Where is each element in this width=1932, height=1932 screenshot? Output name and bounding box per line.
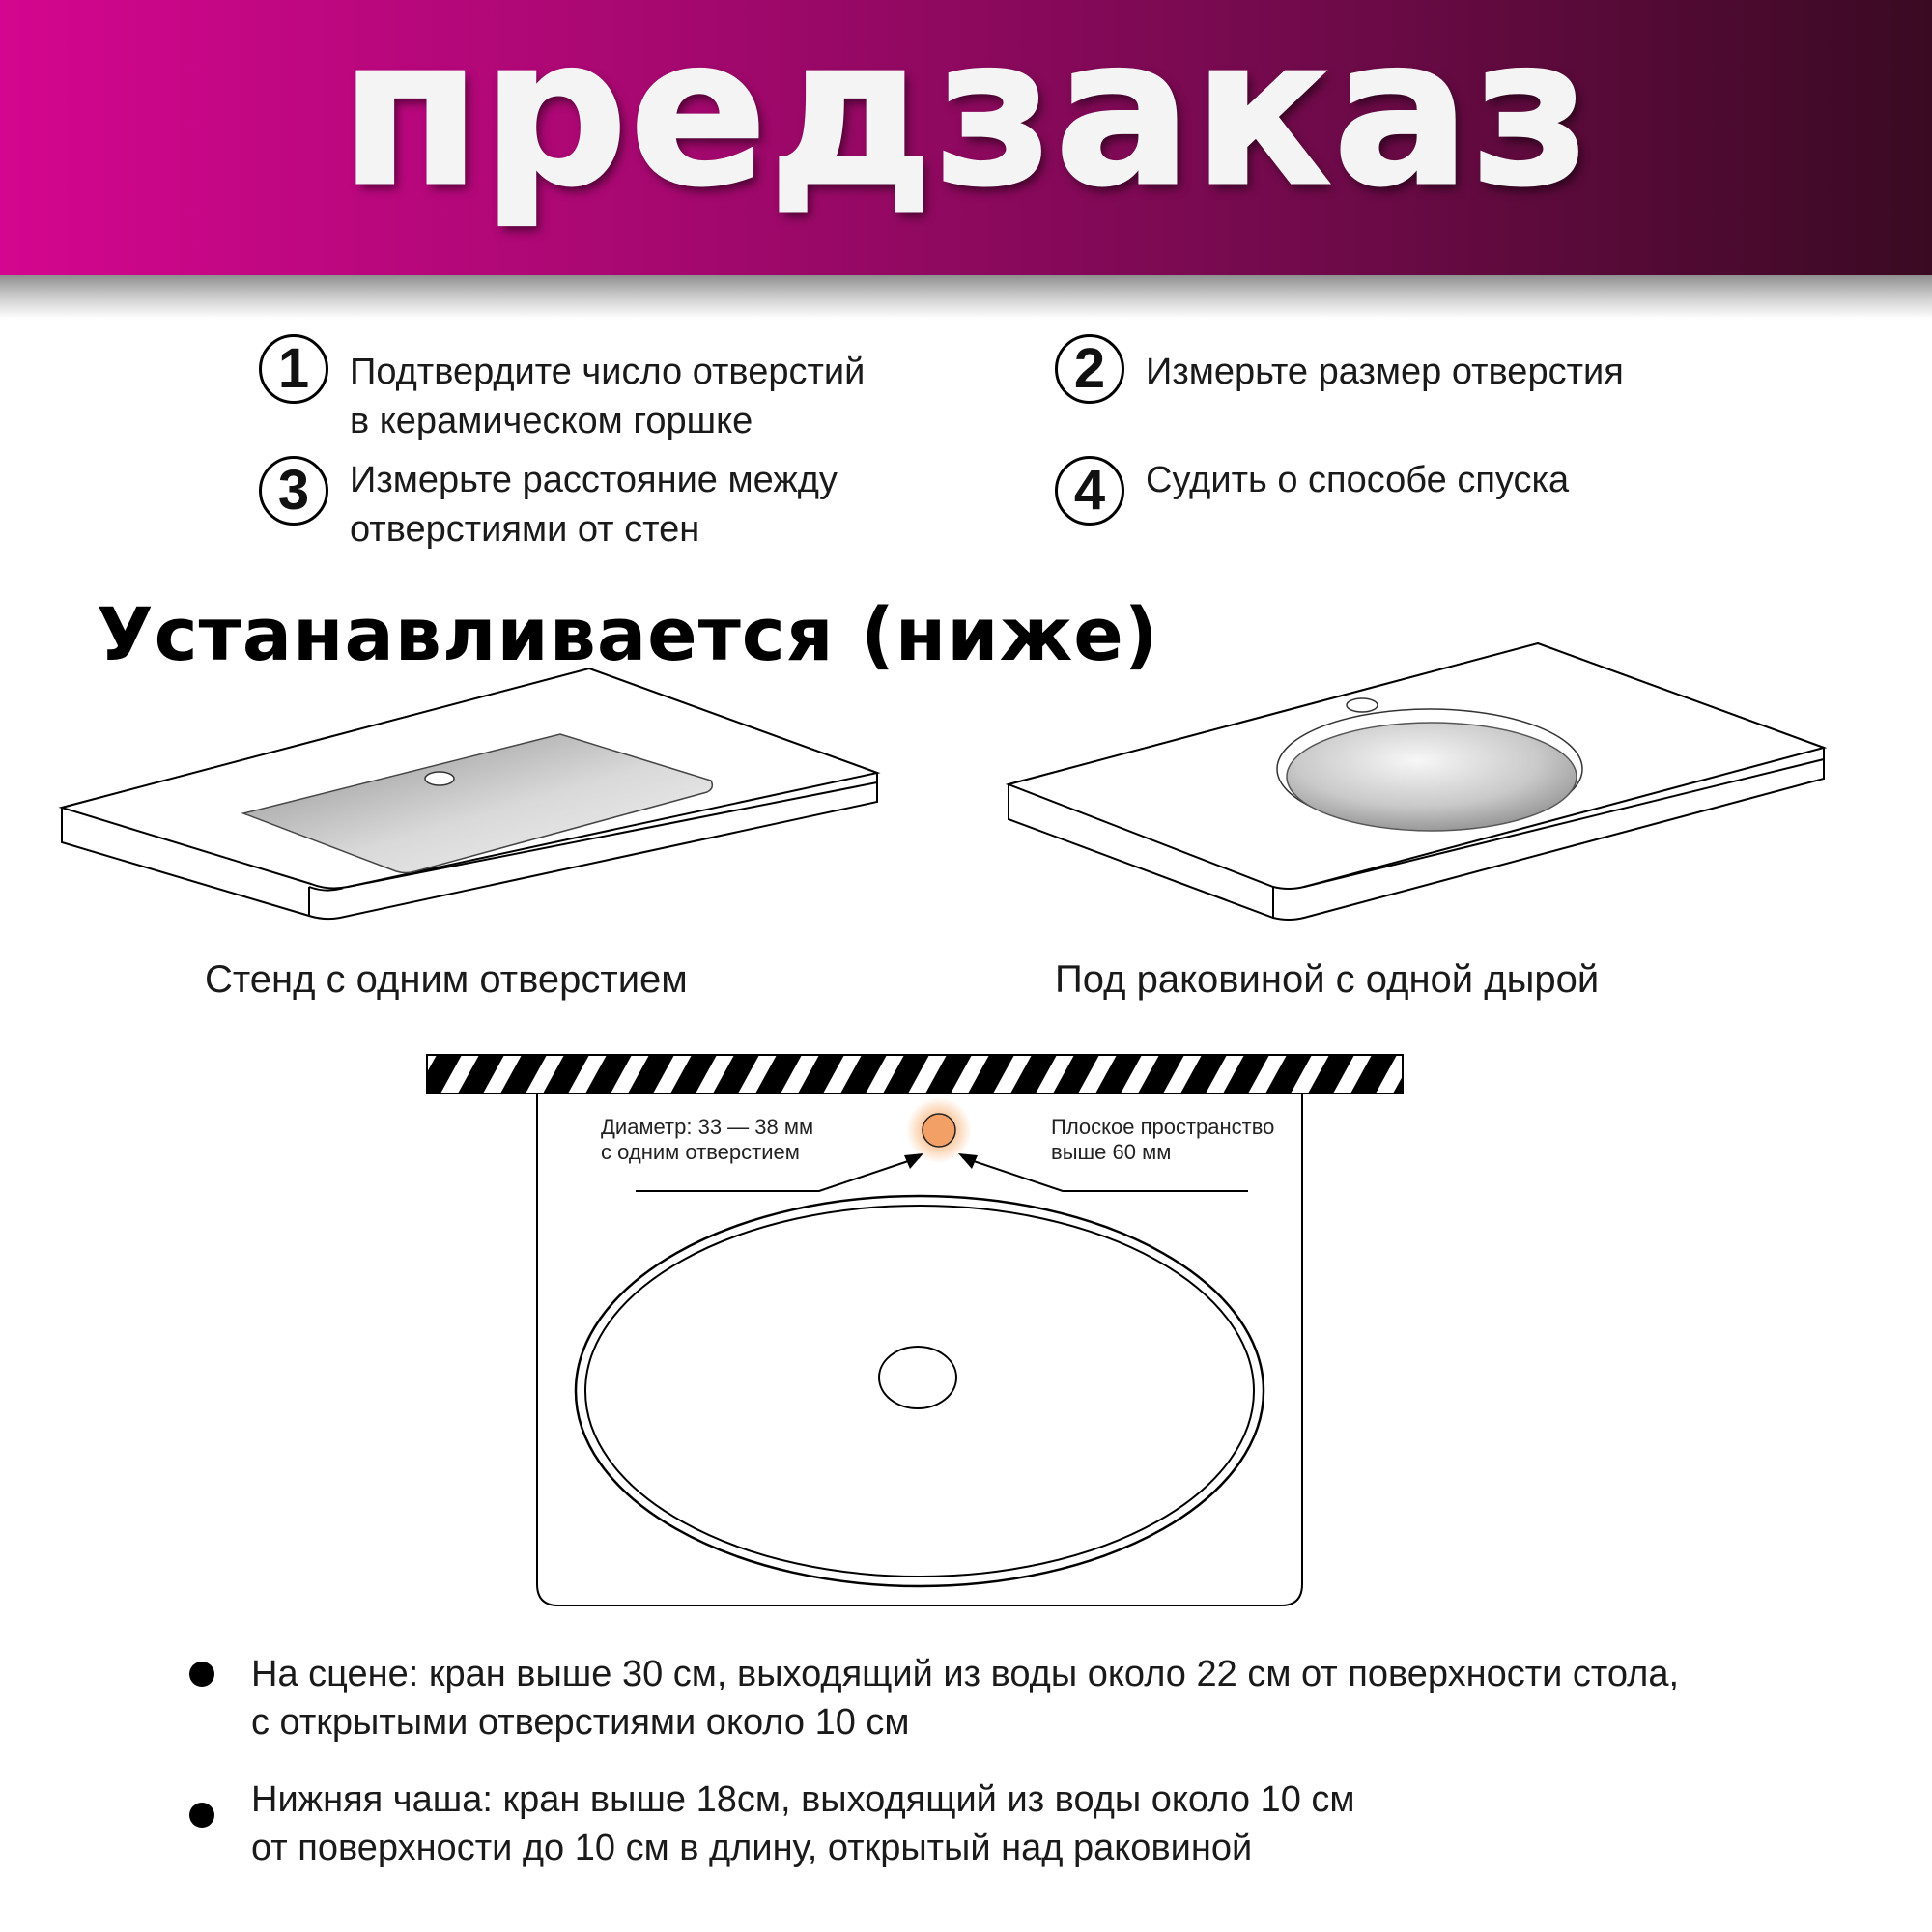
step-number-badge: 3 [259, 456, 328, 526]
flat-space-note: Плоское пространство выше 60 мм [1051, 1115, 1275, 1164]
page-title: предзаказ [340, 0, 1592, 231]
bullet-text: На сцене: кран выше 30 см, выходящий из воды около 22 см от поверхности стола, с открытыми отверстиями около 10 см [251, 1654, 1680, 1743]
caption-counter-basin: Стенд с одним отверстием [205, 958, 688, 1001]
step-text: Подтвердите число отверстий в керамическом горшке [350, 352, 866, 441]
undermount-basin-illustration [1009, 643, 1824, 920]
step-text: Измерьте расстояние между отверстиями от стен [350, 460, 838, 550]
step-number-badge: 1 [259, 334, 328, 404]
section-title: Устанавливается (ниже) [97, 591, 1159, 677]
top-view-counter [537, 1094, 1302, 1605]
bullet-countertop-faucet [189, 1650, 1679, 1747]
bullet-text: Нижняя чаша: кран выше 18см, выходящий из воды около 10 см от поверхности до 10 см в длину, открытый над раковиной [251, 1779, 1355, 1868]
bullet-undermount-faucet [189, 1776, 1355, 1872]
bullet-dot-icon [189, 1803, 214, 1828]
bullet-dot-icon [189, 1662, 214, 1687]
caption-undermount-basin: Под раковиной с одной дырой [1055, 958, 1600, 1001]
step-text: Судить о способе спуска [1146, 460, 1570, 500]
counter-basin-illustration [62, 668, 877, 919]
step-text: Измерьте размер отверстия [1146, 352, 1624, 392]
wall-hatch-bar [415, 1055, 1439, 1094]
step-number-badge: 4 [1055, 456, 1124, 526]
step-number-badge: 2 [1055, 334, 1124, 404]
faucet-hole-marker [906, 1097, 972, 1163]
diameter-note: Диаметр: 33 — 38 мм с одним отверстием [601, 1115, 814, 1164]
